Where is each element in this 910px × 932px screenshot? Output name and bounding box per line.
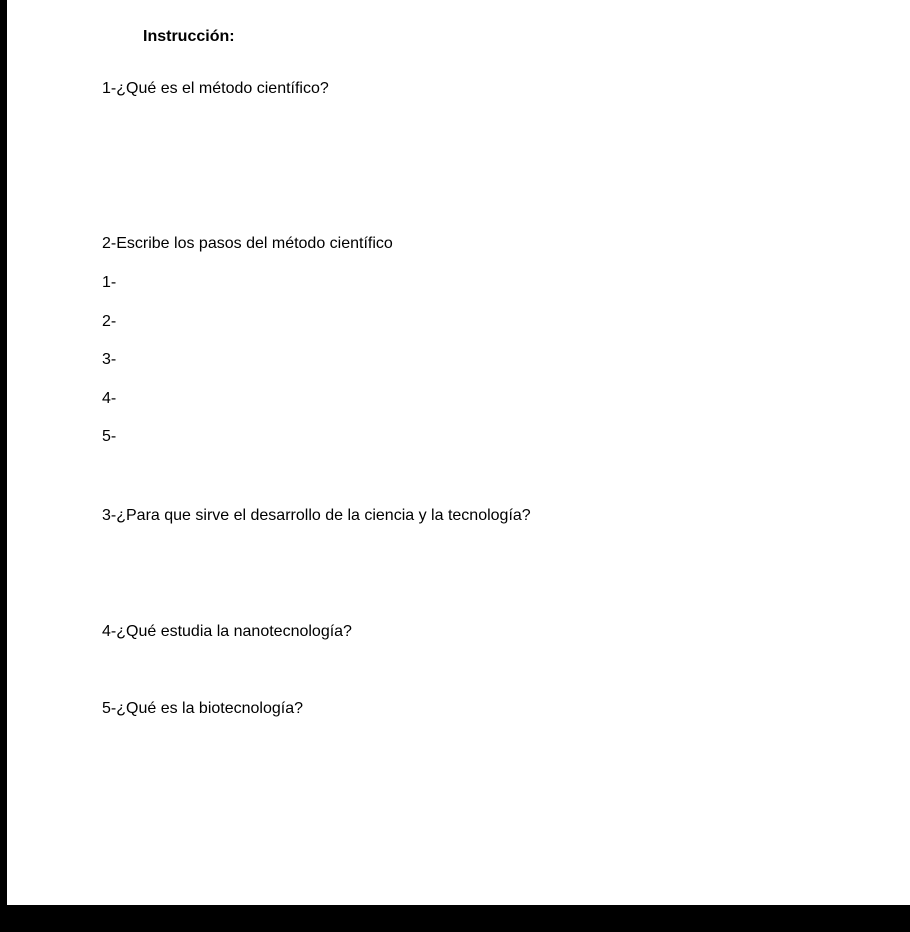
instruction-heading: Instrucción: xyxy=(143,28,235,45)
step-item: 1- xyxy=(102,274,117,291)
question-3: 3-¿Para que sirve el desarrollo de la ciencia y la tecnología? xyxy=(102,507,531,524)
step-item: 5- xyxy=(102,428,117,445)
question-5: 5-¿Qué es la biotecnología? xyxy=(102,700,304,717)
document-page xyxy=(7,0,910,905)
question-1: 1-¿Qué es el método científico? xyxy=(102,80,329,97)
question-2: 2-Escribe los pasos del método científico xyxy=(102,235,393,252)
question-4: 4-¿Qué estudia la nanotecnología? xyxy=(102,623,352,640)
step-item: 3- xyxy=(102,351,117,368)
step-item: 2- xyxy=(102,313,117,330)
step-item: 4- xyxy=(102,390,117,407)
